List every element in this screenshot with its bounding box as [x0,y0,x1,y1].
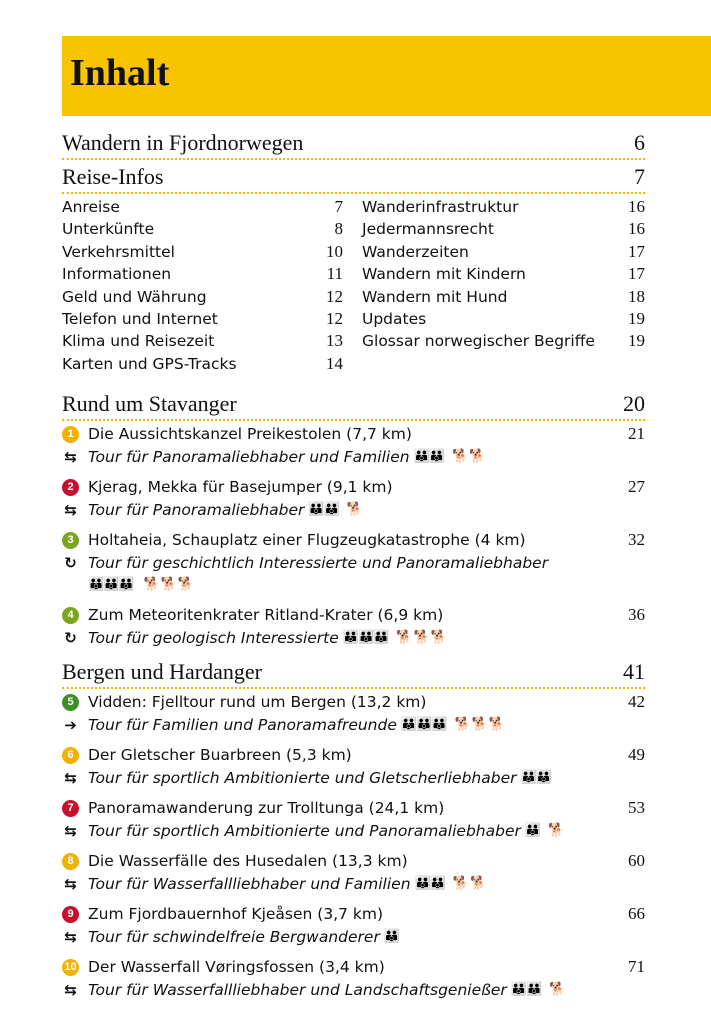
tour-description: Tour für geschichtlich Interessierte und Panoramaliebhaber [88,553,549,572]
tour-title: Die Wasserfälle des Husedalen (13,3 km) [88,852,408,871]
tour-description: Tour für Familien und Panoramafreunde [88,715,397,734]
section-stavanger[interactable] [62,389,645,421]
dog-icon: 🐕🐕🐕 [396,629,448,645]
tour-page: 53 [628,798,645,818]
entry-label: Updates [362,310,427,329]
family-icon: 👪👪👪 [88,577,134,593]
tour-description-line [62,446,645,469]
tour-number-badge: 6 [62,747,79,764]
tour-page: 36 [628,605,645,625]
return-route-icon: ⇆ [64,500,77,519]
tour-entry[interactable] [62,423,645,468]
tour-title: Kjerag, Mekka für Basejumper (9,1 km) [88,478,393,497]
tour-entry[interactable] [62,850,645,895]
entry-page: 12 [326,309,343,329]
toc-content [62,126,645,1009]
bergen-tour-list [62,691,645,1001]
tour-description: Tour für sportlich Ambitionierte und Gletscherliebhaber [88,768,517,787]
family-icon: 👪 [383,928,400,944]
reise-right-column [362,196,645,375]
entry-label: Wanderinfrastruktur [362,198,519,216]
section-bergen[interactable] [62,657,645,689]
entry-label: Glossar norwegischer Begriffe [362,332,595,351]
audience-icons [343,627,448,650]
toc-entry[interactable] [362,196,645,218]
entry-label: Unterkünfte [62,220,155,239]
entry-page: 8 [334,219,343,239]
return-route-icon: ⇆ [64,768,77,787]
entry-page: 16 [628,219,645,239]
dog-icon: 🐕🐕 [452,875,488,891]
tour-description-line [62,552,645,575]
toc-entry[interactable] [362,218,645,240]
tour-description-line [62,820,645,843]
tour-title: Vidden: Fjelltour rund um Bergen (13,2 km) [88,693,427,712]
family-icon: 👪 [524,822,541,838]
section-title: Rund um Stavanger [62,391,237,417]
toc-entry[interactable] [62,218,343,240]
toc-entry[interactable] [62,241,343,263]
audience-icons [384,926,399,949]
page-title: Inhalt [70,52,170,94]
tour-description-line [62,499,645,522]
entry-page: 7 [334,197,343,216]
entry-page: 13 [326,331,343,351]
entry-page: 17 [628,264,645,284]
tour-entry[interactable] [62,604,645,649]
dog-icon: 🐕🐕 [451,448,487,464]
tour-title: Zum Fjordbauernhof Kjeåsen (3,7 km) [88,905,384,924]
toc-entry[interactable] [62,308,343,330]
entry-page: 14 [326,353,343,373]
entry-label: Anreise [62,198,120,216]
tour-number-badge: 8 [62,853,79,870]
entry-label: Wanderzeiten [362,242,469,261]
family-icon: 👪👪 [413,448,444,464]
tour-entry[interactable] [62,529,645,596]
tour-title: Panoramawanderung zur Trolltunga (24,1 km) [88,799,445,818]
tour-title-line [62,423,645,446]
entry-page: 11 [326,264,343,284]
tour-description-line [62,627,645,650]
return-route-icon: ⇆ [64,821,77,840]
entry-label: Karten und GPS-Tracks [62,354,237,373]
entry-label: Wandern mit Kindern [362,265,526,284]
one-way-arrow-icon: ➔ [64,715,77,734]
family-icon: 👪👪 [414,875,445,891]
return-route-icon: ⇆ [64,927,77,946]
tour-page: 27 [628,477,645,497]
tour-number-badge: 2 [62,479,79,496]
entry-label: Jedermannsrecht [362,220,494,239]
toc-entry[interactable] [62,353,343,375]
family-icon: 👪👪 [308,501,339,517]
return-route-icon: ⇆ [64,980,77,999]
toc-entry[interactable] [62,286,343,308]
family-icon: 👪👪 [510,981,542,997]
entry-page: 10 [326,241,343,261]
tour-title-line [62,744,645,767]
tour-entry[interactable] [62,797,645,842]
entry-label: Klima und Reisezeit [62,332,215,351]
tour-description-line [62,767,645,790]
tour-page: 49 [628,745,645,765]
entry-page: 19 [628,331,645,351]
tour-page: 21 [628,424,645,444]
entry-label: Geld und Währung [62,287,207,306]
section-page: 7 [634,164,645,189]
tour-description-line [62,873,645,896]
dog-icon: 🐕 [548,822,566,838]
tour-title-line [62,476,645,499]
toc-entry[interactable] [362,263,645,285]
tour-description-line [62,714,645,737]
reise-infos-columns [62,196,645,375]
dog-icon: 🐕🐕🐕 [143,577,196,593]
tour-title-line [62,956,645,979]
entry-label: Telefon und Internet [62,310,218,329]
toc-entry[interactable] [62,330,343,352]
tour-number-badge: 4 [62,607,79,624]
toc-entry[interactable] [362,241,645,263]
audience-icons [62,574,645,596]
audience-icons [415,873,488,896]
section-page: 41 [623,659,645,685]
entry-page: 18 [628,286,645,306]
dog-icon: 🐕 [346,501,364,517]
return-route-icon: ⇆ [64,447,77,466]
tour-number-badge: 9 [62,906,79,923]
tour-page: 32 [628,530,645,550]
tour-entry[interactable] [62,956,645,1001]
toc-entry[interactable] [62,196,343,218]
tour-page: 60 [628,851,645,871]
tour-description: Tour für Panoramaliebhaber und Familien [88,447,410,466]
entry-label: Informationen [62,265,172,284]
section-wandern[interactable] [62,128,645,160]
tour-title: Der Gletscher Buarbreen (5,3 km) [88,746,352,765]
section-title: Bergen und Hardanger [62,659,262,685]
tour-entry[interactable] [62,691,645,736]
tour-page: 66 [628,904,645,924]
tour-title-line [62,797,645,820]
tour-page: 71 [628,957,645,977]
tour-description: Tour für sportlich Ambitionierte und Panoramaliebhaber [88,821,521,840]
section-title: Wandern in Fjordnorwegen [62,130,304,155]
tour-number-badge: 7 [62,800,79,817]
tour-title: Zum Meteoritenkrater Ritland-Krater (6,9 km) [88,606,444,625]
entry-page: 17 [628,241,645,261]
tour-title: Die Aussichtskanzel Preikestolen (7,7 km) [88,425,412,444]
tour-entry[interactable] [62,903,645,948]
toc-entry[interactable] [62,263,343,285]
tour-title-line [62,850,645,873]
toc-entry[interactable] [362,286,645,308]
family-icon: 👪👪 [520,769,551,785]
entry-page: 16 [628,197,645,216]
tour-title-line [62,903,645,926]
loop-icon: ↻ [64,628,77,647]
return-route-icon: ⇆ [64,874,77,893]
audience-icons [511,979,567,1002]
audience-icons [308,499,364,522]
audience-icons [414,446,487,469]
tour-title: Holtaheia, Schauplatz einer Flugzeugkatastrophe (4 km) [88,531,526,550]
audience-icons [521,767,551,790]
dog-icon: 🐕 [549,981,567,997]
tour-page: 42 [628,692,645,712]
tour-number-badge: 3 [62,532,79,549]
entry-label: Wandern mit Hund [362,287,508,306]
entry-label: Verkehrsmittel [62,242,175,261]
tour-title-line [62,604,645,627]
tour-entry[interactable] [62,744,645,789]
section-page: 6 [634,130,645,155]
tour-description: Tour für schwindelfreie Bergwanderer [88,927,380,946]
tour-number-badge: 1 [62,426,79,443]
tour-entry[interactable] [62,476,645,521]
reise-left-column [62,196,343,375]
entry-page: 12 [326,286,343,306]
audience-icons [401,714,506,737]
tour-description-line [62,979,645,1002]
tour-title: Der Wasserfall Vøringsfossen (3,4 km) [88,958,385,977]
family-icon: 👪👪👪 [400,716,447,732]
tour-title-line [62,691,645,714]
tour-description-line [62,926,645,949]
entry-page: 19 [628,309,645,329]
dog-icon: 🐕🐕🐕 [454,716,507,732]
stavanger-tour-list [62,423,645,649]
tour-number-badge: 10 [62,959,79,976]
family-icon: 👪👪👪 [342,629,389,645]
tour-title-line [62,529,645,552]
tour-number-badge: 5 [62,694,79,711]
audience-icons [525,820,565,843]
section-title: Reise-Infos [62,164,164,189]
section-reise-infos[interactable] [62,162,645,194]
loop-icon: ↻ [64,553,77,572]
tour-description: Tour für Wasserfallliebhaber und Landschaftsgenießer [88,980,507,999]
tour-description: Tour für Panoramaliebhaber [88,500,305,519]
tour-description: Tour für Wasserfallliebhaber und Familien [88,874,411,893]
header-band [62,36,711,116]
tour-description: Tour für geologisch Interessierte [88,628,339,647]
toc-entry[interactable] [362,308,645,330]
section-page: 20 [623,391,645,417]
toc-entry[interactable] [362,330,645,352]
